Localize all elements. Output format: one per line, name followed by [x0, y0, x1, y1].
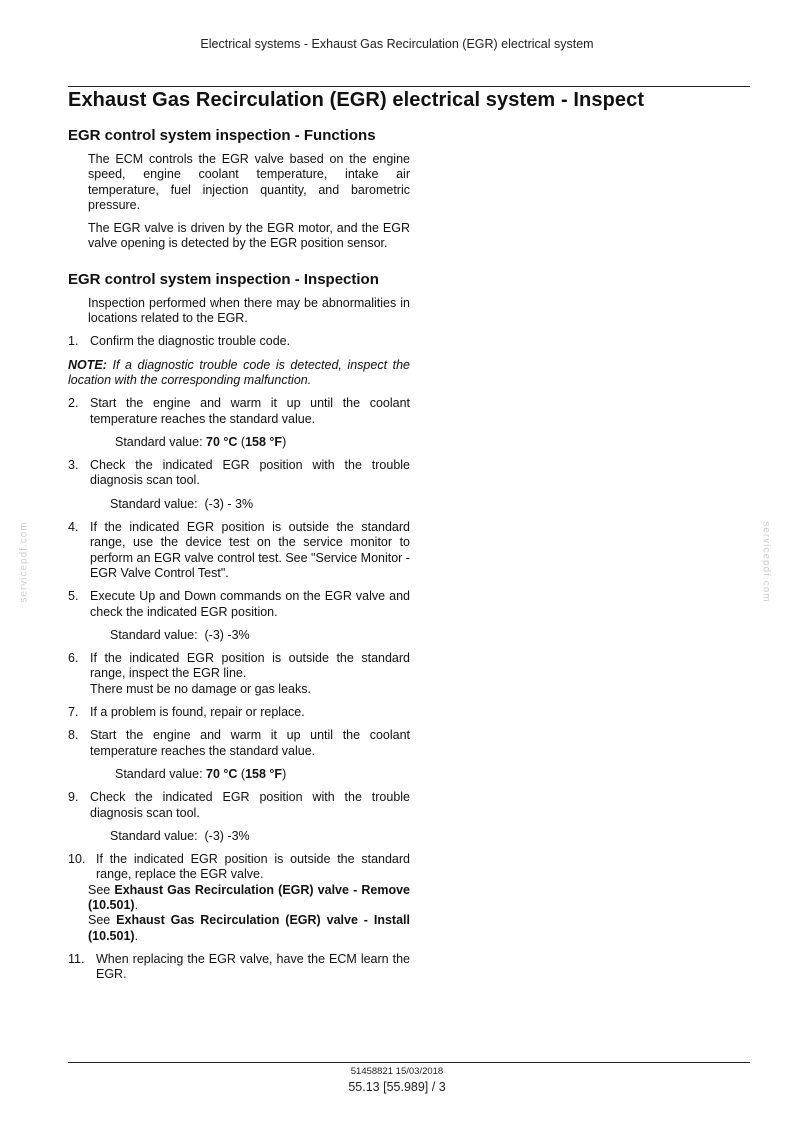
- standard-value-fahrenheit: 158 °F: [245, 434, 283, 449]
- functions-heading: EGR control system inspection - Functions: [68, 127, 376, 144]
- step-number: 1.: [68, 334, 79, 349]
- inspection-heading: EGR control system inspection - Inspection: [68, 270, 379, 288]
- standard-value-position: Standard value: (-3) -3%: [110, 627, 250, 642]
- step-item: [68, 728, 410, 759]
- step-text: If the indicated EGR position is outside the standard range, inspect the EGR line.: [90, 651, 410, 681]
- step-item: [68, 396, 410, 427]
- step-text: Execute Up and Down commands on the EGR valve and check the indicated EGR position.: [90, 589, 410, 619]
- step-text: Check the indicated EGR position with the trouble diagnosis scan tool.: [90, 790, 410, 820]
- step-text: If the indicated EGR position is outside the standard range, use the device test on the service monitor to perform an EGR valve control test. See "Service Monitor - EGR Valve Control Test".: [90, 520, 410, 580]
- step-item: [68, 458, 410, 489]
- step-item: [68, 520, 410, 581]
- standard-value-celsius: 70 °C: [206, 766, 238, 781]
- step-number: 9.: [68, 790, 79, 805]
- step-item: [68, 952, 410, 983]
- step-number: 3.: [68, 458, 79, 473]
- paren-close: ): [282, 766, 287, 781]
- step-item: [68, 334, 410, 349]
- reference-remove: [88, 883, 410, 914]
- note-text: If a diagnostic trouble code is detected, inspect the location with the corresponding malfunction.: [68, 357, 410, 387]
- footer-page-number: 55.13 [55.989] / 3: [348, 1080, 446, 1094]
- watermark-right: servicepdf.com: [760, 521, 772, 603]
- step-text: Start the engine and warm it up until the coolant temperature reaches the standard value.: [90, 396, 410, 426]
- step-extra-text: There must be no damage or gas leaks.: [90, 681, 311, 696]
- reference-link-remove[interactable]: Exhaust Gas Recirculation (EGR) valve - Remove (10.501): [88, 882, 410, 912]
- paren-open: (: [237, 434, 246, 449]
- reference-see: See: [88, 913, 111, 928]
- step-number: 4.: [68, 520, 79, 535]
- footer-divider: [68, 1062, 750, 1063]
- step-number: 7.: [68, 705, 79, 720]
- standard-value-position: Standard value: (-3) -3%: [110, 828, 250, 843]
- paren-open: (: [237, 766, 246, 781]
- step-text: Check the indicated EGR position with the trouble diagnosis scan tool.: [90, 458, 410, 488]
- step-item: [68, 705, 410, 720]
- functions-paragraph-2: The EGR valve is driven by the EGR motor, and the EGR valve opening is detected by the EGR position sensor.: [88, 221, 410, 251]
- watermark-left: servicepdf.com: [18, 521, 30, 603]
- step-item: [68, 589, 410, 620]
- reference-install: [88, 913, 410, 944]
- standard-value-position: Standard value: (-3) - 3%: [110, 496, 254, 511]
- page-title: Exhaust Gas Recirculation (EGR) electrical system - Inspect: [68, 89, 645, 111]
- reference-end: .: [134, 897, 139, 912]
- step-number: 10.: [68, 852, 86, 867]
- reference-link-install[interactable]: Exhaust Gas Recirculation (EGR) valve - Install (10.501): [88, 913, 410, 943]
- inspection-intro: Inspection performed when there may be abnormalities in locations related to the EGR.: [88, 295, 410, 326]
- step-number: 6.: [68, 651, 79, 666]
- standard-value-temp: [68, 435, 410, 450]
- step-number: 8.: [68, 728, 79, 743]
- standard-value-label: Standard value:: [115, 434, 203, 449]
- main-content: [68, 127, 410, 990]
- step-number: 2.: [68, 396, 79, 411]
- step-text: Confirm the diagnostic trouble code.: [90, 334, 291, 349]
- step-number: 11.: [68, 951, 85, 966]
- reference-see: See: [88, 882, 111, 897]
- step-text: When replacing the EGR valve, have the ECM learn the EGR.: [96, 951, 410, 982]
- header-divider: [68, 86, 750, 87]
- footer-document-id: 51458821 15/03/2018: [350, 1066, 444, 1077]
- step-number: 5.: [68, 589, 79, 604]
- note: [68, 358, 410, 389]
- step-item: [68, 790, 410, 821]
- functions-paragraph-1: The ECM controls the EGR valve based on the engine speed, engine coolant temperature, intake air temperature, fuel injection quantity, and barometric pressure.: [88, 152, 410, 212]
- note-label: NOTE:: [68, 357, 107, 372]
- standard-value-label: Standard value:: [115, 766, 203, 781]
- paren-close: ): [282, 434, 287, 449]
- reference-end: .: [134, 928, 139, 943]
- step-text: If the indicated EGR position is outside the standard range, replace the EGR valve.: [96, 852, 410, 882]
- step-item: [68, 651, 410, 697]
- standard-value-celsius: 70 °C: [206, 434, 238, 449]
- running-header: Electrical systems - Exhaust Gas Recirculation (EGR) electrical system: [200, 37, 594, 51]
- step-text: Start the engine and warm it up until the coolant temperature reaches the standard value.: [90, 728, 410, 758]
- standard-value-fahrenheit: 158 °F: [245, 766, 283, 781]
- standard-value-temp: [68, 767, 410, 782]
- step-text: If a problem is found, repair or replace.: [90, 705, 305, 720]
- step-item: [68, 852, 410, 944]
